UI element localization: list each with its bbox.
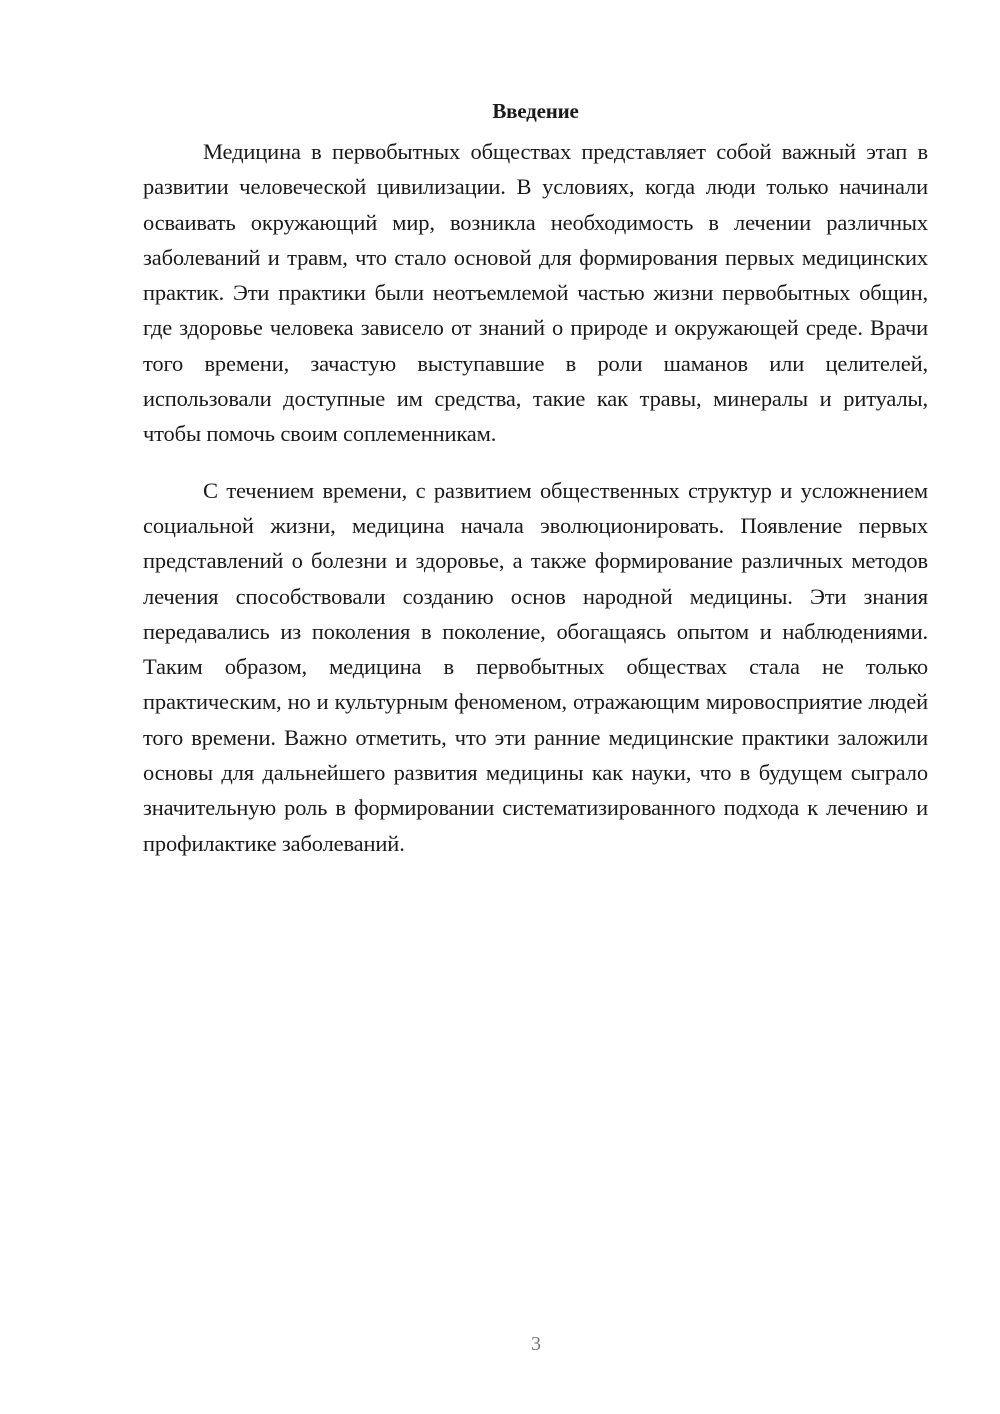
section-title: Введение xyxy=(492,99,579,123)
page-content xyxy=(143,96,928,861)
paragraph-2: С течением времени, с развитием общественных структур и усложнением социальной жизни, медицина начала эволюционировать. Появление первых представлений о болезни и здоровье, а также формирование различных методов лечения способствовали созданию основ народной медицины. Эти знания передавались из поколения в поколение, обогащаясь опытом и наблюдениями. Таким образом, медицина в первобытных обществах стала не только практическим, но и культурным феноменом, отражающим мировосприятие людей того времени. Важно отметить, что эти ранние медицинские практики заложили основы для дальнейшего развития медицины как науки, что в будущем сыграло значительную роль в формировании систематизированного подхода к лечению и профилактике заболеваний. xyxy=(143,477,928,856)
page-number: 3 xyxy=(531,1333,541,1355)
paragraph-1: Медицина в первобытных обществах представляет собой важный этап в развитии человеческой цивилизации. В условиях, когда люди только начинали осваивать окружающий мир, возникла необходимость в лечении различных заболеваний и травм, что стало основой для формирования первых медицинских практик. Эти практики были неотъемлемой частью жизни первобытных общин, где здоровье человека зависело от знаний о природе и окружающей среде. Врачи того времени, зачастую выступавшие в роли шаманов или целителей, использовали доступные им средства, такие как травы, минералы и ритуалы, чтобы помочь своим соплеменникам. xyxy=(143,139,928,447)
